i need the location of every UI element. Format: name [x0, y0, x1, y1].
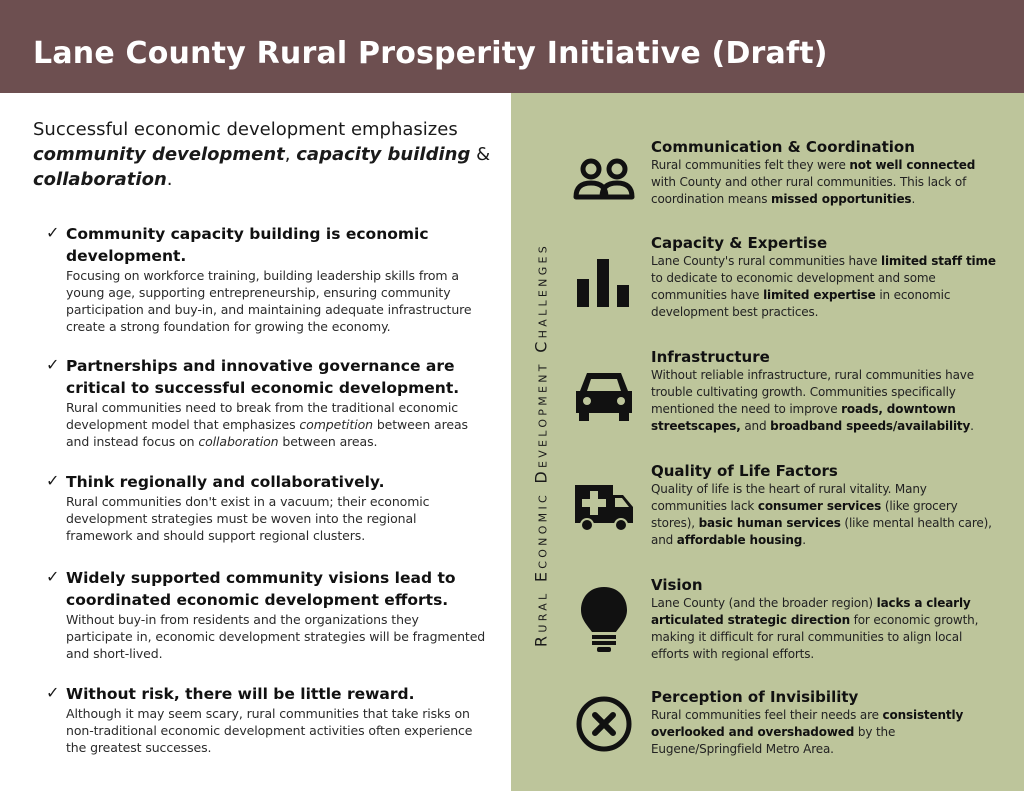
challenge-title: Capacity & Expertise: [651, 234, 828, 252]
challenge-body: Rural communities felt they were not well connected with County and other rural communities. This lack of coordination means missed opportunities.: [651, 158, 976, 206]
x-circle-icon: [573, 693, 635, 755]
principle-body: Focusing on workforce training, building leadership skills from a young age, supporting entrepreneurship, ensuring community participation and buy-in, and maintaining adequate infrastructure create a strong foundation for growing the economy.: [66, 268, 472, 334]
principle-title: Partnerships and innovative governance are critical to successful economic development.: [66, 357, 460, 397]
principle-title: Think regionally and collaboratively.: [66, 473, 385, 491]
checkmark-icon: ✓: [46, 355, 60, 374]
challenge-item: [511, 347, 1024, 457]
principle-body: Rural communities don't exist in a vacuum; their economic development strategies must be woven into the regional framework and should support regional clusters.: [66, 494, 430, 543]
challenge-body: Quality of life is the heart of rural vitality. Many communities lack consumer services (like grocery stores), basic human services (like mental health care), and affordable housing.: [651, 482, 992, 547]
challenge-body: Lane County's rural communities have limited staff time to dedicate to economic development and some communities have limited expertise in economic development best practices.: [651, 254, 996, 319]
challenge-item: [511, 233, 1024, 343]
intro-emphasis-2: capacity building: [296, 144, 471, 165]
challenge-title: Quality of Life Factors: [651, 462, 838, 480]
challenge-title: Vision: [651, 576, 703, 594]
lightbulb-icon: [573, 585, 635, 653]
car-icon: [573, 365, 635, 427]
intro-statement: [33, 117, 503, 192]
principle-title: Without risk, there will be little reward.: [66, 685, 415, 703]
principle-item: [46, 471, 486, 544]
checkmark-icon: ✓: [46, 471, 60, 490]
people-icon: [573, 151, 635, 213]
challenge-title: Communication & Coordination: [651, 138, 915, 156]
challenge-body: Lane County (and the broader region) lacks a clearly articulated strategic direction for economic growth, making it difficult for rural communities to align local efforts with regional efforts.: [651, 596, 979, 661]
challenge-item: [511, 575, 1024, 685]
intro-end: .: [166, 169, 173, 190]
page-title: Lane County Rural Prosperity Initiative (Draft): [33, 36, 828, 71]
challenges-panel: [511, 93, 1024, 791]
bar-chart-icon: [573, 255, 635, 317]
challenge-item: [511, 461, 1024, 571]
challenge-item: [511, 687, 1024, 797]
ambulance-icon: [573, 475, 635, 537]
intro-emphasis-3: collaboration: [33, 169, 167, 190]
principle-body: Rural communities need to break from the traditional economic development model that emphasizes competition between areas and instead focus on collaboration between areas.: [66, 400, 468, 449]
vertical-label-text: Rural Economic Development Challenges: [531, 242, 551, 648]
principle-item: [46, 683, 486, 756]
principle-item: [46, 567, 486, 662]
challenge-item: [511, 137, 1024, 247]
intro-sep-2: &: [470, 144, 491, 165]
principle-title: Widely supported community visions lead to coordinated economic development efforts.: [66, 569, 456, 609]
intro-emphasis-1: community development: [33, 144, 285, 165]
principle-body: Although it may seem scary, rural communities that take risks on non-traditional economic development activities often experience the greatest successes.: [66, 706, 473, 755]
principle-item: [46, 223, 486, 335]
page-header: [0, 0, 1024, 93]
challenge-title: Infrastructure: [651, 348, 770, 366]
challenge-body: Without reliable infrastructure, rural communities have trouble cultivating growth. Communities specifically mentioned the need to improve roads, downtown streetscapes, and broadband speeds/availability.: [651, 368, 974, 433]
challenge-body: Rural communities feel their needs are consistently overlooked and overshadowed by the Eugene/Springfield Metro Area.: [651, 708, 964, 756]
challenge-title: Perception of Invisibility: [651, 688, 859, 706]
principle-title: Community capacity building is economic development.: [66, 225, 429, 265]
checkmark-icon: ✓: [46, 223, 60, 242]
principles-column: [0, 93, 511, 791]
principle-body: Without buy-in from residents and the organizations they participate in, economic development strategies will be fragmented and short-lived.: [66, 612, 486, 661]
checkmark-icon: ✓: [46, 567, 60, 586]
intro-lead: Successful economic development emphasizes: [33, 119, 458, 140]
checkmark-icon: ✓: [46, 683, 60, 702]
intro-sep-1: ,: [284, 144, 297, 165]
principle-item: [46, 355, 486, 450]
